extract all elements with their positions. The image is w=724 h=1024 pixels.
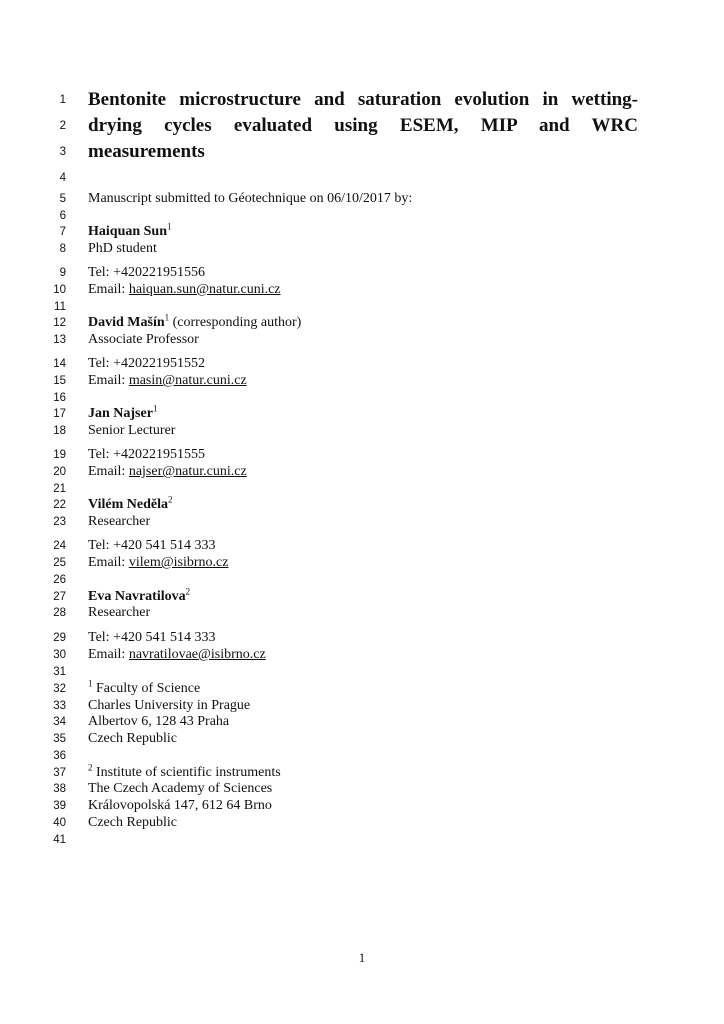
line-number: 23 [53, 516, 66, 528]
author-tel: Tel: +420221951555 [88, 447, 205, 462]
line-number: 13 [53, 334, 66, 346]
submission-note: Manuscript submitted to Géotechnique on 06/10/2017 by: [88, 191, 413, 206]
line-number: 31 [53, 666, 66, 678]
affiliation-text: Faculty of Science [96, 681, 201, 696]
line-number: 2 [59, 120, 66, 132]
author-name-line [88, 312, 302, 331]
affiliation-line: Czech Republic [88, 731, 178, 746]
affiliation-text: Institute of scientific instruments [96, 765, 281, 780]
line-number: 9 [59, 267, 66, 279]
line-number: 38 [53, 783, 66, 795]
author-position: Associate Professor [88, 332, 199, 347]
line-number: 8 [59, 243, 66, 255]
author-tel: Tel: +420 541 514 333 [88, 538, 216, 553]
line-number: 17 [53, 408, 66, 420]
paper-title-line: Bentonite microstructure and saturation evolution in wetting- [88, 89, 638, 110]
affiliation-mark: 2 [88, 762, 93, 773]
email-link[interactable]: vilem@isibrno.cz [128, 555, 229, 570]
email-label: Email: [88, 647, 129, 662]
author-affiliation-mark: 1 [164, 312, 170, 323]
line-number: 5 [59, 193, 66, 205]
affiliation-line: Královopolská 147, 612 64 Brno [88, 798, 272, 813]
line-number: 10 [53, 284, 66, 296]
email-link[interactable]: navratilovae@isibrno.cz [128, 647, 266, 662]
author-position: Researcher [88, 514, 151, 529]
author-name: Jan Najser [88, 406, 153, 421]
line-number: 20 [53, 466, 66, 478]
email-link[interactable]: haiquan.sun@natur.cuni.cz [128, 282, 281, 297]
line-number: 16 [53, 392, 66, 404]
author-position: PhD student [88, 241, 157, 256]
line-number: 18 [53, 425, 66, 437]
author-name-line [88, 494, 173, 513]
line-number: 34 [53, 716, 66, 728]
affiliation-line: Albertov 6, 128 43 Praha [88, 714, 230, 729]
author-tel: Tel: +420221951556 [88, 265, 205, 280]
line-number: 35 [53, 733, 66, 745]
line-number: 30 [53, 649, 66, 661]
paper-title-line: measurements [88, 141, 205, 162]
author-affiliation-mark: 1 [167, 221, 172, 232]
line-number: 40 [53, 817, 66, 829]
author-email-line [88, 373, 247, 389]
author-tel: Tel: +420221951552 [88, 356, 205, 371]
author-name-line [88, 221, 172, 240]
line-number: 24 [53, 540, 66, 552]
affiliation-line [88, 678, 201, 697]
author-position: Senior Lecturer [88, 423, 176, 438]
affiliation-line [88, 762, 281, 781]
affiliation-line: The Czech Academy of Sciences [88, 781, 273, 796]
line-number: 3 [59, 146, 66, 158]
author-name-line [88, 403, 158, 422]
line-number: 12 [53, 317, 66, 329]
author-name-line [88, 586, 191, 605]
author-affiliation-mark: 2 [167, 494, 173, 505]
line-number: 39 [53, 800, 66, 812]
author-email-line [88, 464, 247, 480]
author-name: Haiquan Sun [88, 224, 167, 239]
line-number: 21 [53, 483, 66, 495]
affiliation-mark: 1 [88, 678, 93, 689]
author-affiliation-mark: 2 [185, 586, 191, 597]
line-number: 22 [53, 499, 66, 511]
line-number: 19 [53, 449, 66, 461]
line-number: 28 [53, 607, 66, 619]
email-label: Email: [88, 555, 129, 570]
author-name: David Mašín [88, 315, 165, 330]
line-number: 26 [53, 574, 66, 586]
line-number: 7 [59, 226, 66, 238]
line-number: 41 [53, 834, 66, 846]
line-number: 37 [53, 767, 66, 779]
author-affiliation-mark: 1 [152, 403, 158, 414]
line-number: 27 [53, 591, 66, 603]
author-email-line [88, 555, 228, 571]
author-email-line [88, 647, 266, 663]
email-link[interactable]: najser@natur.cuni.cz [128, 464, 247, 479]
author-name: Eva Navratilova [88, 589, 186, 604]
line-number: 15 [53, 375, 66, 387]
line-number: 36 [53, 750, 66, 762]
line-number: 4 [59, 172, 66, 184]
email-link[interactable]: masin@natur.cuni.cz [128, 373, 247, 388]
affiliation-line: Charles University in Prague [88, 698, 251, 713]
line-number: 11 [54, 301, 66, 313]
affiliation-line: Czech Republic [88, 815, 178, 830]
email-label: Email: [88, 282, 129, 297]
line-number: 14 [53, 358, 66, 370]
line-number: 1 [59, 94, 66, 106]
line-number: 32 [53, 683, 66, 695]
line-number: 25 [53, 557, 66, 569]
page-number: 1 [358, 950, 366, 965]
paper-title-line: drying cycles evaluated using ESEM, MIP and WRC [88, 115, 638, 136]
author-note: (corresponding author) [169, 315, 302, 330]
line-number: 29 [53, 632, 66, 644]
author-email-line [88, 282, 281, 298]
author-tel: Tel: +420 541 514 333 [88, 630, 216, 645]
line-number: 6 [59, 210, 66, 222]
author-name: Vilém Neděla [88, 497, 168, 512]
author-position: Researcher [88, 605, 151, 620]
email-label: Email: [88, 464, 129, 479]
line-number: 33 [53, 700, 66, 712]
email-label: Email: [88, 373, 129, 388]
